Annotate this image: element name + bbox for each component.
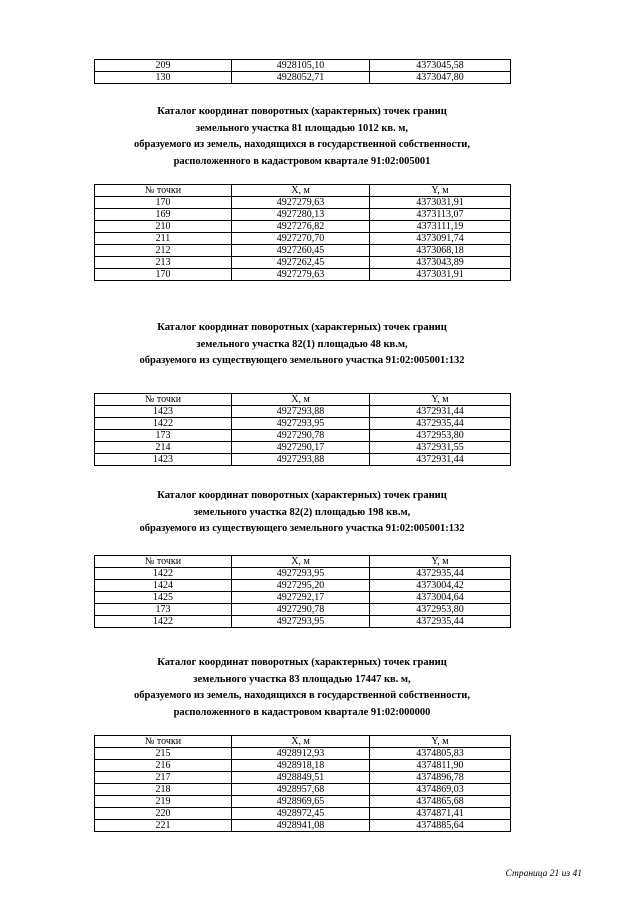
table-row <box>95 430 511 442</box>
y-coordinate: 4373111,19 <box>370 221 511 233</box>
point-number: 169 <box>95 209 232 221</box>
table-row <box>95 796 511 808</box>
catalog-title-plot-82-1 <box>60 320 544 370</box>
table-row <box>95 454 511 466</box>
catalog-title-plot-82-2 <box>60 488 544 538</box>
x-coordinate: 4927290,17 <box>232 442 370 454</box>
table-row <box>95 748 511 760</box>
y-coordinate: 4372935,44 <box>370 568 511 580</box>
point-number: 1422 <box>95 616 232 628</box>
y-coordinate: 4373031,91 <box>370 197 511 209</box>
title-line: Каталог координат поворотных (характерных) точек границ <box>157 657 447 668</box>
y-coordinate: 4373043,89 <box>370 257 511 269</box>
table-header-row <box>95 394 511 406</box>
point-number: 221 <box>95 820 232 832</box>
title-line: земельного участка 81 площадью 1012 кв. м, <box>195 122 409 134</box>
table-header-row <box>95 185 511 197</box>
x-coordinate: 4927293,95 <box>232 418 370 430</box>
point-number: 220 <box>95 808 232 820</box>
point-number: 130 <box>95 72 232 84</box>
coordinates-table-plot-83 <box>94 735 511 832</box>
point-number: 1423 <box>95 454 232 466</box>
title-line: образуемого из земель, находящихся в государственной собственности, <box>134 690 470 701</box>
point-number: 1425 <box>95 592 232 604</box>
column-header-x: X, м <box>232 394 370 406</box>
title-line: Каталог координат поворотных (характерных) точек границ <box>157 322 447 333</box>
point-number: 211 <box>95 233 232 245</box>
catalog-title-plot-83 <box>60 655 544 721</box>
point-number: 218 <box>95 784 232 796</box>
title-line: земельного участка 82(1) площадью 48 кв.м, <box>196 338 408 350</box>
y-coordinate: 4373047,80 <box>370 72 511 84</box>
title-line: образуемого из существующего земельного участка 91:02:005001:132 <box>139 523 465 534</box>
y-coordinate: 4372931,55 <box>370 442 511 454</box>
table-header-row <box>95 736 511 748</box>
title-line: образуемого из существующего земельного участка 91:02:005001:132 <box>139 355 465 366</box>
y-coordinate: 4374805,83 <box>370 748 511 760</box>
table-row <box>95 442 511 454</box>
x-coordinate: 4928849,51 <box>232 772 370 784</box>
table-row <box>95 808 511 820</box>
x-coordinate: 4927292,17 <box>232 592 370 604</box>
x-coordinate: 4928972,45 <box>232 808 370 820</box>
column-header-y: Y, м <box>370 185 511 197</box>
x-coordinate: 4928969,65 <box>232 796 370 808</box>
table-row <box>95 257 511 269</box>
x-coordinate: 4928941,08 <box>232 820 370 832</box>
y-coordinate: 4374811,90 <box>370 760 511 772</box>
y-coordinate: 4374885,64 <box>370 820 511 832</box>
table-row <box>95 197 511 209</box>
column-header-point: № точки <box>95 185 232 197</box>
coordinates-table-continued <box>94 59 511 84</box>
point-number: 1422 <box>95 568 232 580</box>
point-number: 209 <box>95 60 232 72</box>
x-coordinate: 4928918,18 <box>232 760 370 772</box>
table-row <box>95 418 511 430</box>
title-line: расположенного в кадастровом квартале 91:02:005001 <box>173 155 431 167</box>
y-coordinate: 4373113,07 <box>370 209 511 221</box>
coordinates-table-plot-82-2 <box>94 555 511 628</box>
x-coordinate: 4927293,88 <box>232 406 370 418</box>
point-number: 212 <box>95 245 232 257</box>
x-coordinate: 4927280,13 <box>232 209 370 221</box>
x-coordinate: 4927279,63 <box>232 269 370 281</box>
table-row <box>95 406 511 418</box>
x-coordinate: 4927270,70 <box>232 233 370 245</box>
y-coordinate: 4372935,44 <box>370 418 511 430</box>
y-coordinate: 4373068,18 <box>370 245 511 257</box>
y-coordinate: 4372931,44 <box>370 406 511 418</box>
point-number: 216 <box>95 760 232 772</box>
point-number: 217 <box>95 772 232 784</box>
title-line: Каталог координат поворотных (характерных) точек границ <box>157 106 447 117</box>
point-number: 1422 <box>95 418 232 430</box>
y-coordinate: 4374869,03 <box>370 784 511 796</box>
point-number: 170 <box>95 269 232 281</box>
column-header-y: Y, м <box>370 556 511 568</box>
x-coordinate: 4927262,45 <box>232 257 370 269</box>
y-coordinate: 4372931,44 <box>370 454 511 466</box>
x-coordinate: 4927276,82 <box>232 221 370 233</box>
title-line: Каталог координат поворотных (характерных) точек границ <box>157 490 447 501</box>
table-row <box>95 568 511 580</box>
table-row <box>95 72 511 84</box>
point-number: 219 <box>95 796 232 808</box>
y-coordinate: 4373004,42 <box>370 580 511 592</box>
title-line: образуемого из земель, находящихся в государственной собственности, <box>134 139 470 150</box>
table-row <box>95 616 511 628</box>
y-coordinate: 4373031,91 <box>370 269 511 281</box>
table-row <box>95 784 511 796</box>
y-coordinate: 4373091,74 <box>370 233 511 245</box>
column-header-point: № точки <box>95 736 232 748</box>
table-row <box>95 221 511 233</box>
page-number: Страница 21 из 41 <box>505 869 582 879</box>
table-row <box>95 592 511 604</box>
table-row <box>95 580 511 592</box>
point-number: 215 <box>95 748 232 760</box>
point-number: 173 <box>95 604 232 616</box>
column-header-y: Y, м <box>370 394 511 406</box>
x-coordinate: 4927260,45 <box>232 245 370 257</box>
x-coordinate: 4928105,10 <box>232 60 370 72</box>
table-row <box>95 245 511 257</box>
x-coordinate: 4927293,88 <box>232 454 370 466</box>
y-coordinate: 4372935,44 <box>370 616 511 628</box>
point-number: 213 <box>95 257 232 269</box>
title-line: земельного участка 82(2) площадью 198 кв.м, <box>193 506 411 518</box>
point-number: 210 <box>95 221 232 233</box>
y-coordinate: 4373004,64 <box>370 592 511 604</box>
table-row <box>95 820 511 832</box>
title-line: земельного участка 83 площадью 17447 кв. м, <box>193 673 411 685</box>
x-coordinate: 4928912,93 <box>232 748 370 760</box>
table-row <box>95 60 511 72</box>
x-coordinate: 4928052,71 <box>232 72 370 84</box>
y-coordinate: 4374896,78 <box>370 772 511 784</box>
column-header-point: № точки <box>95 394 232 406</box>
y-coordinate: 4373045,58 <box>370 60 511 72</box>
y-coordinate: 4372953,80 <box>370 604 511 616</box>
table-header-row <box>95 556 511 568</box>
table-row <box>95 269 511 281</box>
x-coordinate: 4927295,20 <box>232 580 370 592</box>
x-coordinate: 4927293,95 <box>232 568 370 580</box>
point-number: 1424 <box>95 580 232 592</box>
coordinates-table-plot-81 <box>94 184 511 281</box>
column-header-x: X, м <box>232 736 370 748</box>
y-coordinate: 4374865,68 <box>370 796 511 808</box>
y-coordinate: 4372953,80 <box>370 430 511 442</box>
point-number: 214 <box>95 442 232 454</box>
column-header-y: Y, м <box>370 736 511 748</box>
point-number: 170 <box>95 197 232 209</box>
y-coordinate: 4374871,41 <box>370 808 511 820</box>
catalog-title-plot-81 <box>60 104 544 170</box>
table-row <box>95 760 511 772</box>
table-row <box>95 209 511 221</box>
x-coordinate: 4927293,95 <box>232 616 370 628</box>
column-header-point: № точки <box>95 556 232 568</box>
table-row <box>95 604 511 616</box>
table-row <box>95 233 511 245</box>
table-row <box>95 772 511 784</box>
point-number: 1423 <box>95 406 232 418</box>
column-header-x: X, м <box>232 556 370 568</box>
x-coordinate: 4927279,63 <box>232 197 370 209</box>
point-number: 173 <box>95 430 232 442</box>
x-coordinate: 4927290,78 <box>232 604 370 616</box>
title-line: расположенного в кадастровом квартале 91:02:000000 <box>173 706 431 718</box>
coordinates-table-plot-82-1 <box>94 393 511 466</box>
column-header-x: X, м <box>232 185 370 197</box>
x-coordinate: 4928957,68 <box>232 784 370 796</box>
x-coordinate: 4927290,78 <box>232 430 370 442</box>
